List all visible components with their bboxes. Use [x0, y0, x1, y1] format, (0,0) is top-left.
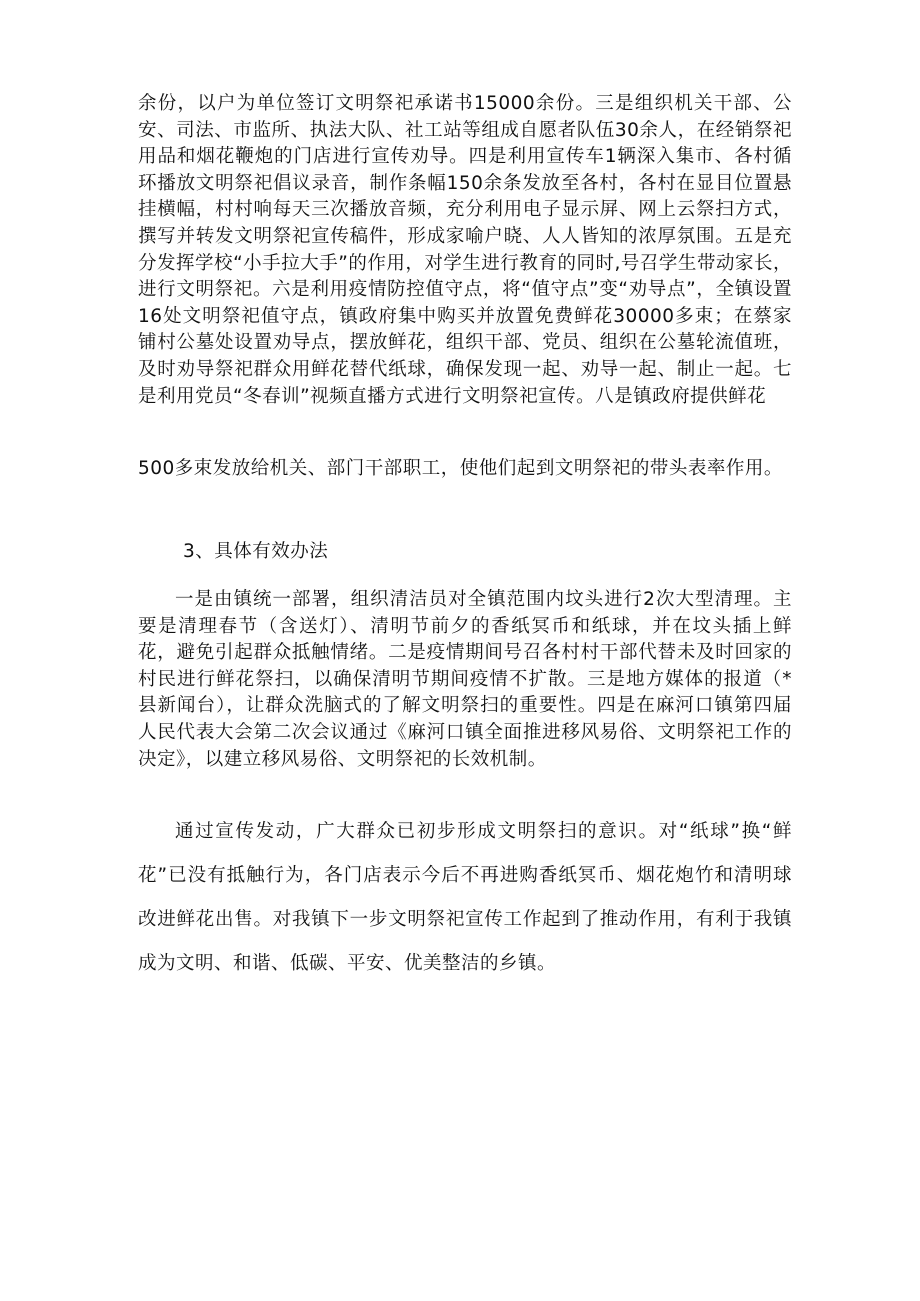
paragraph-conclusion: 通过宣传发动，广大群众已初步形成文明祭扫的意识。对“纸球”换“鲜花”已没有抵触行为，各门店表示今后不再进购香纸冥币、烟花炮竹和清明球改进鲜花出售。对我镇下一步文明祭祀宣传工作起到了推动作用，有利于我镇成为文明、和谐、低碳、平安、优美整洁的乡镇。 — [138, 821, 792, 974]
paragraph-propaganda-measures: 余份，以户为单位签订文明祭祀承诺书15000余份。三是组织机关干部、公安、司法、市监所、执法大队、社工站等组成自愿者队伍30余人，在经销祭祀用品和烟花鞭炮的门店进行宣传劝导。四是利用宣传车1辆深入集市、各村循环播放文明祭祀倡议录音，制作条幅150余条发放至各村，各村在显目位置悬挂横幅，村村响每天三次播放音频，充分利用电子显示屏、网上云祭扫方式，撰写并转发文明祭祀宣传稿件，形成家喻户晓、人人皆知的浓厚氛围。五是充分发挥学校“小手拉大手”的作用，对学生进行教育的同时,号召学生带动家长，进行文明祭祀。六是利用疫情防控值守点，将“值守点”变“劝导点”，全镇设置16处文明祭祀值守点，镇政府集中购买并放置免费鲜花30000多束；在蔡家铺村公墓处设置劝导点，摆放鲜花，组织干部、党员、组织在公墓轮流值班，及时劝导祭祀群众用鲜花替代纸球，确保发现一起、劝导一起、制止一起。七是利用党员“冬春训”视频直播方式进行文明祭祀宣传。八是镇政府提供鲜花 — [138, 93, 792, 407]
paragraph-specific-methods: 一是由镇统一部署，组织清洁员对全镇范围内坟头进行2次大型清理。主要是清理春节（含送灯）、清明节前夕的香纸冥币和纸球，并在坟头插上鲜花，避免引起群众抵触情绪。二是疫情期间号召各村村干部代替未及时回家的村民进行鲜花祭扫，以确保清明节期间疫情不扩散。三是地方媒体的报道（*县新闻台），让群众洗脑式的了解文明祭扫的重要性。四是在麻河口镇第四届人民代表大会第二次会议通过《麻河口镇全面推进移风易俗、文明祭祀工作的决定》，以建立移风易俗、文明祭祀的长效机制。 — [138, 589, 792, 770]
section-heading: 3、具体有效办法 — [183, 541, 329, 562]
paragraph-flowers-distribution: 500多束发放给机关、部门干部职工，使他们起到文明祭祀的带头表率作用。 — [138, 458, 783, 479]
